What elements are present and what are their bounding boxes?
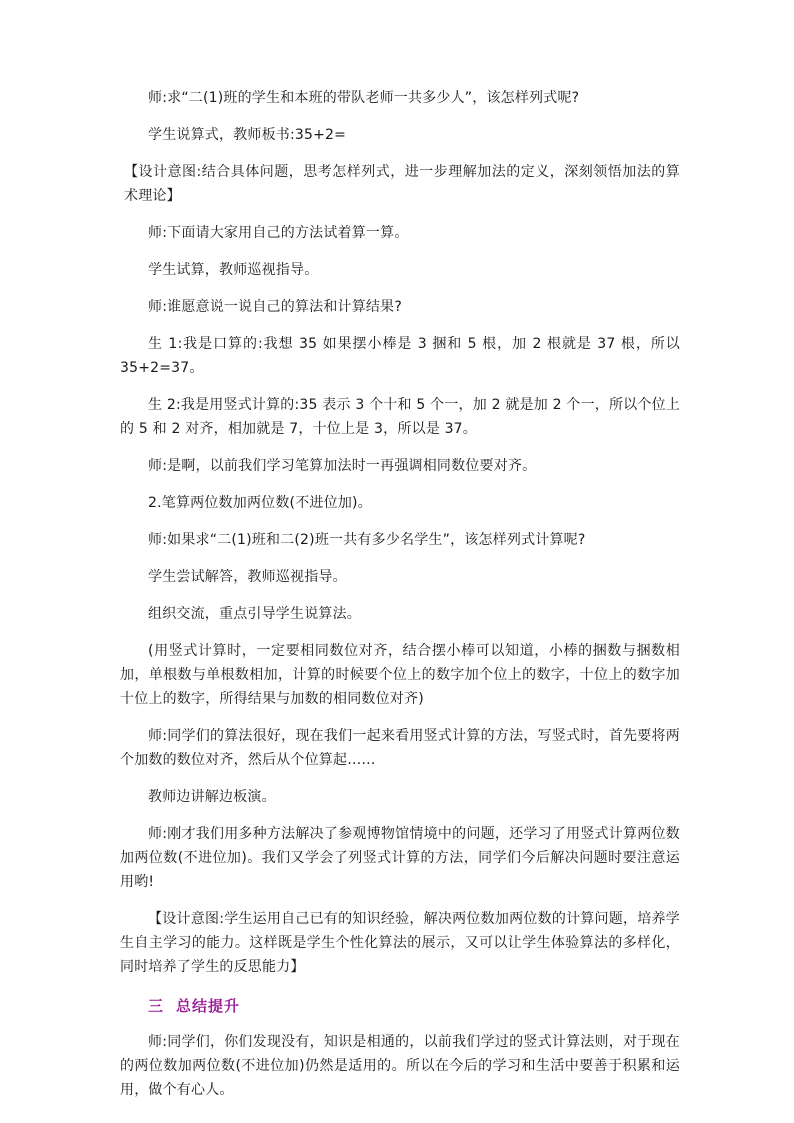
paragraph-teacher-method: 师:同学们的算法很好，现在我们一起来看用竖式计算的方法，写竖式时，首先要将两个加数的数位对齐，然后从个位算起…… bbox=[120, 728, 680, 768]
document-page bbox=[120, 86, 680, 1115]
paragraph-student-trial: 学生试算，教师巡视指导。 bbox=[148, 262, 319, 278]
paragraph-student-1: 生 1:我是口算的:我想 35 如果摆小棒是 3 捆和 5 根，加 2 根就是 37 根，所以 35+2=37。 bbox=[120, 336, 680, 376]
paragraph-student-2: 生 2:我是用竖式计算的:35 表示 3 个十和 5 个一，加 2 就是加 2 个一，所以个位上的 5 和 2 对齐，相加就是 7，十位上是 3，所以是 37。 bbox=[120, 397, 680, 437]
paragraph-teacher-try: 师:下面请大家用自己的方法试着算一算。 bbox=[148, 225, 409, 241]
section-number: 三 bbox=[148, 997, 165, 1015]
paragraph-student-formula: 学生说算式，教师板书:35+2= bbox=[148, 127, 347, 143]
paragraph-vertical-note: (用竖式计算时，一定要相同数位对齐，结合摆小棒可以知道，小棒的捆数与捆数相加，单根数与单根数相加，计算的时候要个位上的数字加个位上的数字，十位上的数字加十位上的数字，所得结果与加数的相同数位对齐) bbox=[120, 643, 680, 707]
paragraph-teacher-question-1: 师:求“二(1)班的学生和本班的带队老师一共多少人”，该怎样列式呢? bbox=[148, 90, 580, 106]
paragraph-design-intent-2: 【设计意图:学生运用自己已有的知识经验，解决两位数加两位数的计算问题，培养学生自主学习的能力。这样既是学生个性化算法的展示，又可以让学生体验算法的多样化，同时培养了学生的反思能力】 bbox=[120, 911, 680, 975]
paragraph-student-attempt: 学生尝试解答，教师巡视指导。 bbox=[148, 569, 347, 585]
paragraph-teacher-question-2: 师:如果求“二(1)班和二(2)班一共有多少名学生”，该怎样列式计算呢? bbox=[148, 532, 586, 548]
paragraph-section-2: 2.笔算两位数加两位数(不进位加)。 bbox=[148, 495, 372, 511]
paragraph-organize: 组织交流，重点引导学生说算法。 bbox=[148, 606, 361, 622]
section-title: 总结提升 bbox=[176, 997, 241, 1015]
paragraph-board-demo: 教师边讲解边板演。 bbox=[148, 789, 276, 805]
paragraph-design-intent-1: 【设计意图:结合具体问题，思考怎样列式，进一步理解加法的定义，深刻领悟加法的算术理论】 bbox=[124, 164, 680, 204]
paragraph-teacher-summary: 师:刚才我们用多种方法解决了参观博物馆情境中的问题，还学习了用竖式计算两位数加两位数(不进位加)。我们又学会了列竖式计算的方法，同学们今后解决问题时要注意运用哟! bbox=[120, 826, 680, 890]
paragraph-closing: 师:同学们，你们发现没有，知识是相通的，以前我们学过的竖式计算法则，对于现在的两位数加两位数(不进位加)仍然是适用的。所以在今后的学习和生活中要善于积累和运用，做个有心人。 bbox=[120, 1034, 680, 1098]
paragraph-teacher-ask: 师:谁愿意说一说自己的算法和计算结果? bbox=[148, 299, 402, 315]
paragraph-teacher-align: 师:是啊，以前我们学习笔算加法时一再强调相同数位要对齐。 bbox=[148, 458, 537, 474]
section-heading-summary bbox=[148, 995, 680, 1016]
